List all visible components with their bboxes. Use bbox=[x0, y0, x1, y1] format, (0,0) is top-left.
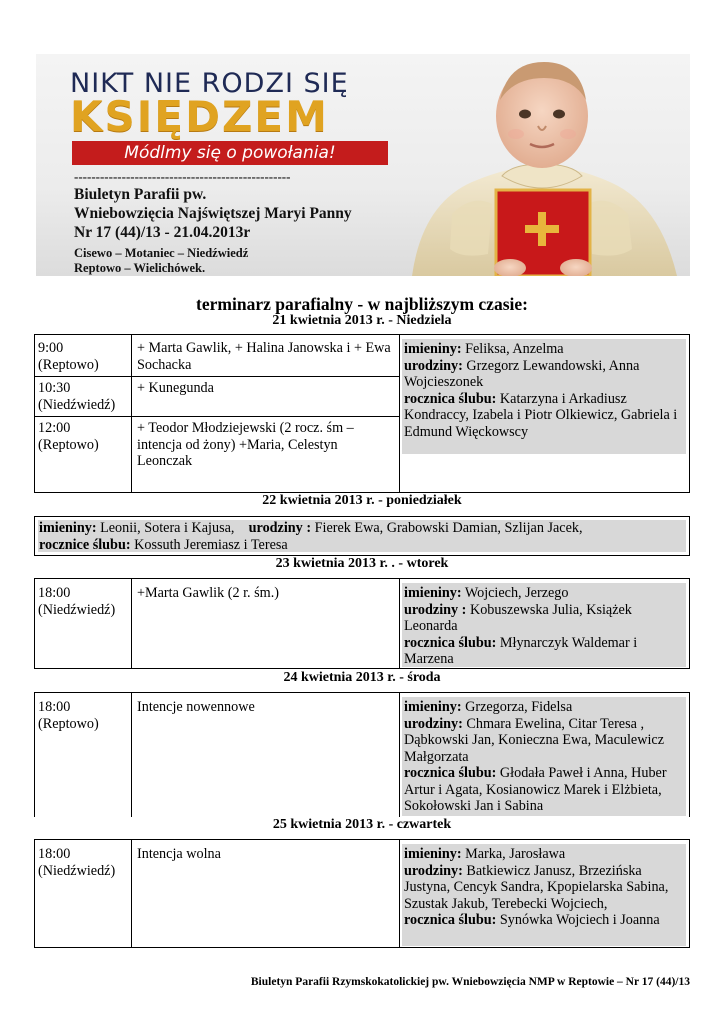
urodziny-label: urodziny : bbox=[404, 601, 467, 618]
celebrations-box bbox=[38, 520, 686, 552]
rocznica-label: rocznica ślubu: bbox=[404, 912, 497, 928]
day-table-25 bbox=[34, 839, 690, 948]
rocznica-label: rocznice ślubu: bbox=[39, 536, 131, 553]
day-table-24 bbox=[34, 692, 690, 817]
rocznica-label: rocznica ślubu: bbox=[404, 634, 497, 651]
mass-intention: Intencja wolna bbox=[137, 846, 221, 862]
urodziny-value: Fierek Ewa, Grabowski Damian, Szlijan Jacek, bbox=[314, 520, 583, 536]
mass-intention: + Teodor Młodziejewski (2 rocz. śm – intencja od żony) +Maria, Celestyn Leonczak bbox=[137, 420, 354, 469]
rocznica-label: rocznica ślubu: bbox=[404, 765, 497, 781]
imieniny-label: imieniny: bbox=[404, 341, 462, 357]
day-heading-22: 22 kwietnia 2013 r. - poniedziałek bbox=[262, 493, 462, 508]
mass-place: (Reptowo) bbox=[38, 436, 99, 453]
urodziny-value: Batkiewicz Janusz, Brzezińska Justyna, Cencyk Sandra, Kpopielarska Sabina, Szustak Jakub, Terebecki Wojciech, bbox=[404, 862, 669, 912]
day-heading-25: 25 kwietnia 2013 r. - czwartek bbox=[272, 817, 452, 832]
mass-time-slot bbox=[38, 699, 128, 732]
celebrations-box bbox=[402, 583, 686, 667]
celebrations-box bbox=[402, 844, 686, 946]
imieniny-value: Leonii, Sotera i Kajusa, bbox=[100, 520, 235, 536]
page-footer: Biuletyn Parafii Rzymskokatolickiej pw. Wniebowzięcia NMP w Reptowie – Nr 17 (44)/13 bbox=[250, 976, 690, 988]
bulletin-issue: Nr 17 (44)/13 - 21.04.2013r bbox=[74, 224, 251, 241]
rocznica-value: Głodała Paweł i Anna, Huber Artur i Agata, Kosianowicz Marek i Elżbieta, Sokołowski Jan i Sabina bbox=[404, 765, 667, 814]
prayer-strip: Módlmy się o powołania! bbox=[72, 141, 388, 165]
banner-headline: NIKT NIE RODZI SIĘ bbox=[70, 68, 349, 99]
mass-place: (Reptowo) bbox=[38, 356, 99, 373]
mass-intention: + Kunegunda bbox=[137, 380, 214, 396]
mass-time-slot bbox=[38, 340, 128, 373]
mass-intention: +Marta Gawlik (2 r. śm.) bbox=[137, 585, 279, 601]
mass-time-slot bbox=[38, 380, 128, 413]
bulletin-title-line1: Biuletyn Parafii pw. bbox=[74, 186, 207, 203]
mass-place: (Niedźwiedź) bbox=[38, 396, 116, 413]
imieniny-label: imieniny: bbox=[39, 520, 97, 536]
mass-time: 18:00 bbox=[38, 699, 71, 715]
places-line2: Reptowo – Wielichówek. bbox=[74, 261, 206, 275]
mass-time: 18:00 bbox=[38, 846, 71, 862]
urodziny-label: urodziny: bbox=[404, 862, 463, 879]
imieniny-value: Feliksa, Anzelma bbox=[465, 341, 564, 357]
places-line1: Cisewo – Motaniec – Niedźwiedź bbox=[74, 246, 249, 260]
mass-time: 18:00 bbox=[38, 585, 71, 601]
celebrations-box bbox=[402, 697, 686, 816]
rocznica-value: Katarzyna i Arkadiusz Kondraccy, Izabela i Piotr Olkiewicz, Gabriela i Edmund Więckowscy bbox=[404, 390, 678, 440]
day-heading-21: 21 kwietnia 2013 r. - Niedziela bbox=[272, 313, 452, 328]
day-table-22 bbox=[34, 516, 690, 556]
parish-places bbox=[74, 246, 248, 276]
dashed-separator: -------------------------------------------------- bbox=[74, 169, 291, 184]
mass-place: (Reptowo) bbox=[38, 715, 99, 732]
urodziny-value: Chmara Ewelina, Citar Teresa , Dąbkowski Jan, Konieczna Ewa, Maculewicz Małgorzata bbox=[404, 715, 665, 765]
mass-time-slot bbox=[38, 846, 128, 879]
imieniny-label: imieniny: bbox=[404, 699, 462, 715]
mass-time-slot bbox=[38, 585, 128, 618]
rocznica-value: Synówka Wojciech i Joanna bbox=[499, 912, 660, 928]
bulletin-title bbox=[74, 185, 352, 242]
day-table-23 bbox=[34, 578, 690, 669]
urodziny-label: urodziny: bbox=[404, 357, 463, 374]
day-heading-24: 24 kwietnia 2013 r. - środa bbox=[283, 670, 441, 685]
rocznica-value: Młynarczyk Waldemar i Marzena bbox=[404, 634, 638, 667]
celebrations-box bbox=[402, 339, 686, 454]
imieniny-value: Wojciech, Jerzego bbox=[464, 585, 569, 601]
mass-time: 9:00 bbox=[38, 340, 64, 356]
mass-time: 12:00 bbox=[38, 420, 71, 436]
imieniny-value: Marka, Jarosława bbox=[465, 846, 566, 862]
imieniny-label: imieniny: bbox=[404, 585, 462, 601]
mass-intention: + Marta Gawlik, + Halina Janowska i + Ewa Sochacka bbox=[137, 340, 391, 373]
bulletin-title-line2: Wniebowzięcia Najświętszej Maryi Panny bbox=[74, 205, 352, 222]
bulletin-banner bbox=[36, 54, 690, 276]
day-table-21 bbox=[34, 334, 690, 493]
mass-intention: Intencje nowennowe bbox=[137, 699, 255, 715]
mass-time: 10:30 bbox=[38, 380, 71, 396]
urodziny-label: urodziny : bbox=[248, 520, 312, 536]
schedule-heading: terminarz parafialny - w najbliższym czasie: bbox=[196, 294, 528, 314]
urodziny-value: Grzegorz Lewandowski, Anna Wojcieszonek bbox=[404, 357, 640, 390]
mass-place: (Niedźwiedź) bbox=[38, 862, 116, 879]
mass-place: (Niedźwiedź) bbox=[38, 601, 116, 618]
imieniny-label: imieniny: bbox=[404, 846, 462, 862]
banner-headline-big: KSIĘDZEM bbox=[70, 92, 329, 141]
urodziny-label: urodziny: bbox=[404, 715, 463, 732]
mass-time-slot bbox=[38, 420, 128, 453]
rocznica-value: Kossuth Jeremiasz i Teresa bbox=[134, 536, 288, 553]
day-heading-23: 23 kwietnia 2013 r. . - wtorek bbox=[275, 556, 449, 571]
rocznica-label: rocznica ślubu: bbox=[404, 390, 497, 407]
urodziny-value: Kobuszewska Julia, Książek Leonarda bbox=[404, 601, 632, 634]
child-in-vestment-image bbox=[392, 54, 690, 276]
imieniny-value: Grzegorza, Fidelsa bbox=[465, 699, 573, 715]
